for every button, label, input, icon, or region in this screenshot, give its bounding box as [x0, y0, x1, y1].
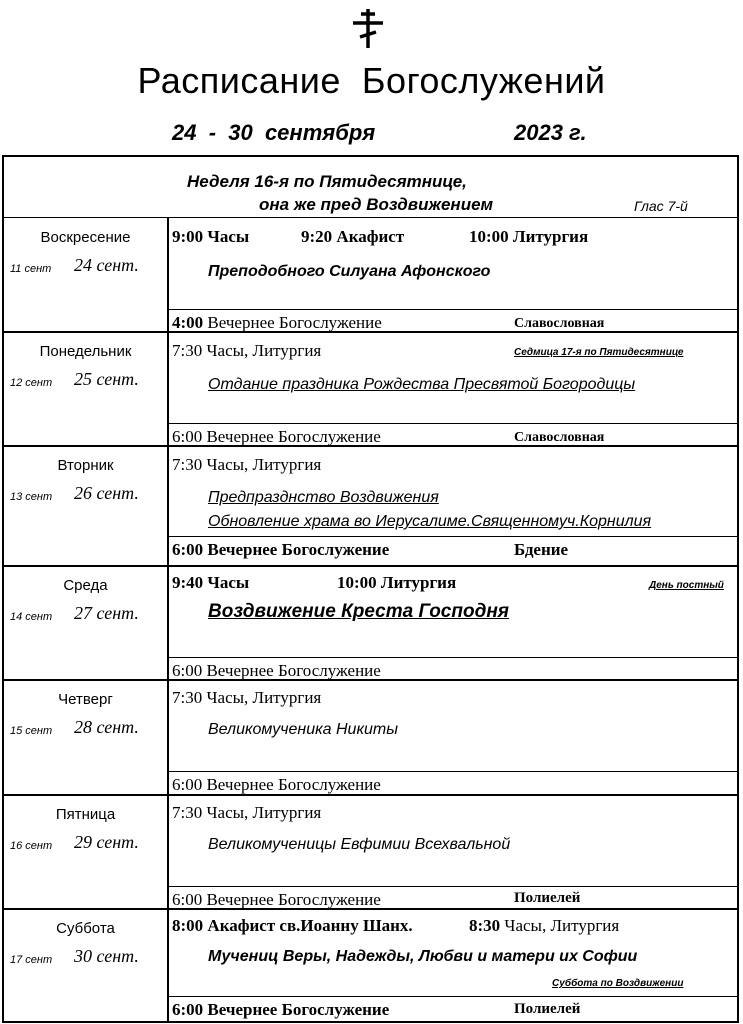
service-rank: Бдение [514, 540, 569, 559]
row-separator [167, 886, 737, 887]
evening-time: 4:00 [172, 313, 204, 332]
old-style-date: 15 сент [10, 725, 53, 737]
evening-service: 6:00 Вечернее Богослужение [172, 890, 381, 909]
weekday-name: Среда [63, 577, 108, 594]
old-style-date: 17 сент [10, 954, 53, 966]
year: 2023 г. [514, 120, 587, 145]
service-time: 7:30 Часы, Литургия [172, 455, 322, 474]
evening-service: 6:00 Вечернее Богослужение [172, 540, 390, 559]
orthodox-cross-icon [351, 8, 385, 48]
service-time: 10:00 Литургия [469, 227, 589, 246]
week-title-line2: она же пред Воздвижением [259, 195, 494, 214]
row-separator [167, 771, 737, 772]
new-style-date: 27 сент. [74, 603, 139, 623]
evening-service: 6:00 Вечернее Богослужение [172, 775, 381, 794]
date-range: 24 - 30 сентября [172, 120, 376, 145]
weekday-name: Пятница [55, 806, 116, 823]
feast-name-2: Обновление храма во Иерусалиме.Священномуч.Корнилия [208, 513, 652, 530]
new-style-date: 29 сент. [74, 832, 139, 852]
week-header [4, 157, 737, 218]
week-title-line1: Неделя 16-я по Пятидесятнице, [187, 172, 467, 191]
saturday-note: Суббота по Воздвижении [552, 978, 684, 989]
feast-name: Великомученицы Евфимии Всехвальной [208, 836, 511, 853]
row-separator [167, 996, 737, 997]
glas-label: Глас 7-й [634, 198, 688, 214]
weekday-name: Суббота [56, 920, 115, 937]
new-style-date: 28 сент. [74, 717, 139, 737]
fast-day-note: День постный [649, 580, 724, 591]
service-time: 9:00 Часы [172, 227, 250, 246]
day-row-sunday [4, 217, 737, 333]
weekday-name: Воскресение [40, 229, 131, 246]
evening-text: Вечернее Богослужение [203, 313, 382, 332]
day-row-tuesday [4, 445, 737, 567]
evening-service: 6:00 Вечернее Богослужение [172, 1000, 390, 1019]
row-separator [167, 536, 737, 537]
week-note: Седмица 17-я по Пятидесятнице [514, 347, 684, 358]
service-time: 8:00 Акафист св.Иоанну Шанх. [172, 916, 413, 935]
service-time-text: Часы, Литургия [500, 916, 620, 935]
page-title: Расписание Богослужений [137, 60, 606, 101]
service-time: 10:00 Литургия [337, 573, 457, 592]
old-style-date: 14 сент [10, 611, 53, 623]
old-style-date: 13 сент [10, 491, 53, 503]
service-rank: Славословная [514, 316, 605, 331]
evening-service [172, 313, 382, 333]
day-row-wednesday [4, 565, 737, 681]
day-row-monday [4, 331, 737, 447]
row-separator [167, 423, 737, 424]
service-time: 9:20 Акафист [301, 227, 405, 246]
feast-name: Отдание праздника Рождества Пресвятой Богородицы [208, 376, 636, 393]
evening-service: 6:00 Вечернее Богослужение [172, 661, 381, 680]
evening-service: 6:00 Вечернее Богослужение [172, 427, 381, 446]
weekday-name: Четверг [58, 691, 113, 708]
row-separator [167, 657, 737, 658]
day-row-friday [4, 794, 737, 910]
weekday-name: Понедельник [39, 343, 132, 360]
day-row-thursday [4, 679, 737, 796]
new-style-date: 30 сент. [74, 946, 139, 966]
service-time: 7:30 Часы, Литургия [172, 341, 322, 360]
old-style-date: 16 сент [10, 840, 53, 852]
new-style-date: 25 сент. [74, 369, 139, 389]
old-style-date: 12 сент [10, 377, 53, 389]
schedule-table [2, 155, 739, 1023]
service-time [469, 916, 619, 936]
feast-name: Преподобного Силуана Афонского [208, 263, 491, 280]
weekday-name: Вторник [57, 457, 114, 474]
feast-name: Предпразднство Воздвижения [208, 489, 439, 506]
service-time-hour: 8:30 [469, 916, 501, 935]
service-rank: Полиелей [514, 890, 581, 906]
new-style-date: 24 сент. [74, 255, 139, 275]
row-separator [167, 309, 737, 310]
old-style-date: 11 сент [10, 263, 52, 275]
service-rank: Полиелей [514, 1001, 581, 1017]
feast-name: Мучениц Веры, Надежды, Любви и матери их Софии [208, 948, 638, 965]
service-rank: Славословная [514, 430, 605, 445]
service-time: 7:30 Часы, Литургия [172, 803, 322, 822]
service-time: 9:40 Часы [172, 573, 250, 592]
feast-name: Великомученика Никиты [208, 721, 398, 738]
service-time: 7:30 Часы, Литургия [172, 688, 322, 707]
feast-name: Воздвижение Креста Господня [208, 601, 509, 622]
new-style-date: 26 сент. [74, 483, 139, 503]
day-row-saturday [4, 908, 737, 1021]
